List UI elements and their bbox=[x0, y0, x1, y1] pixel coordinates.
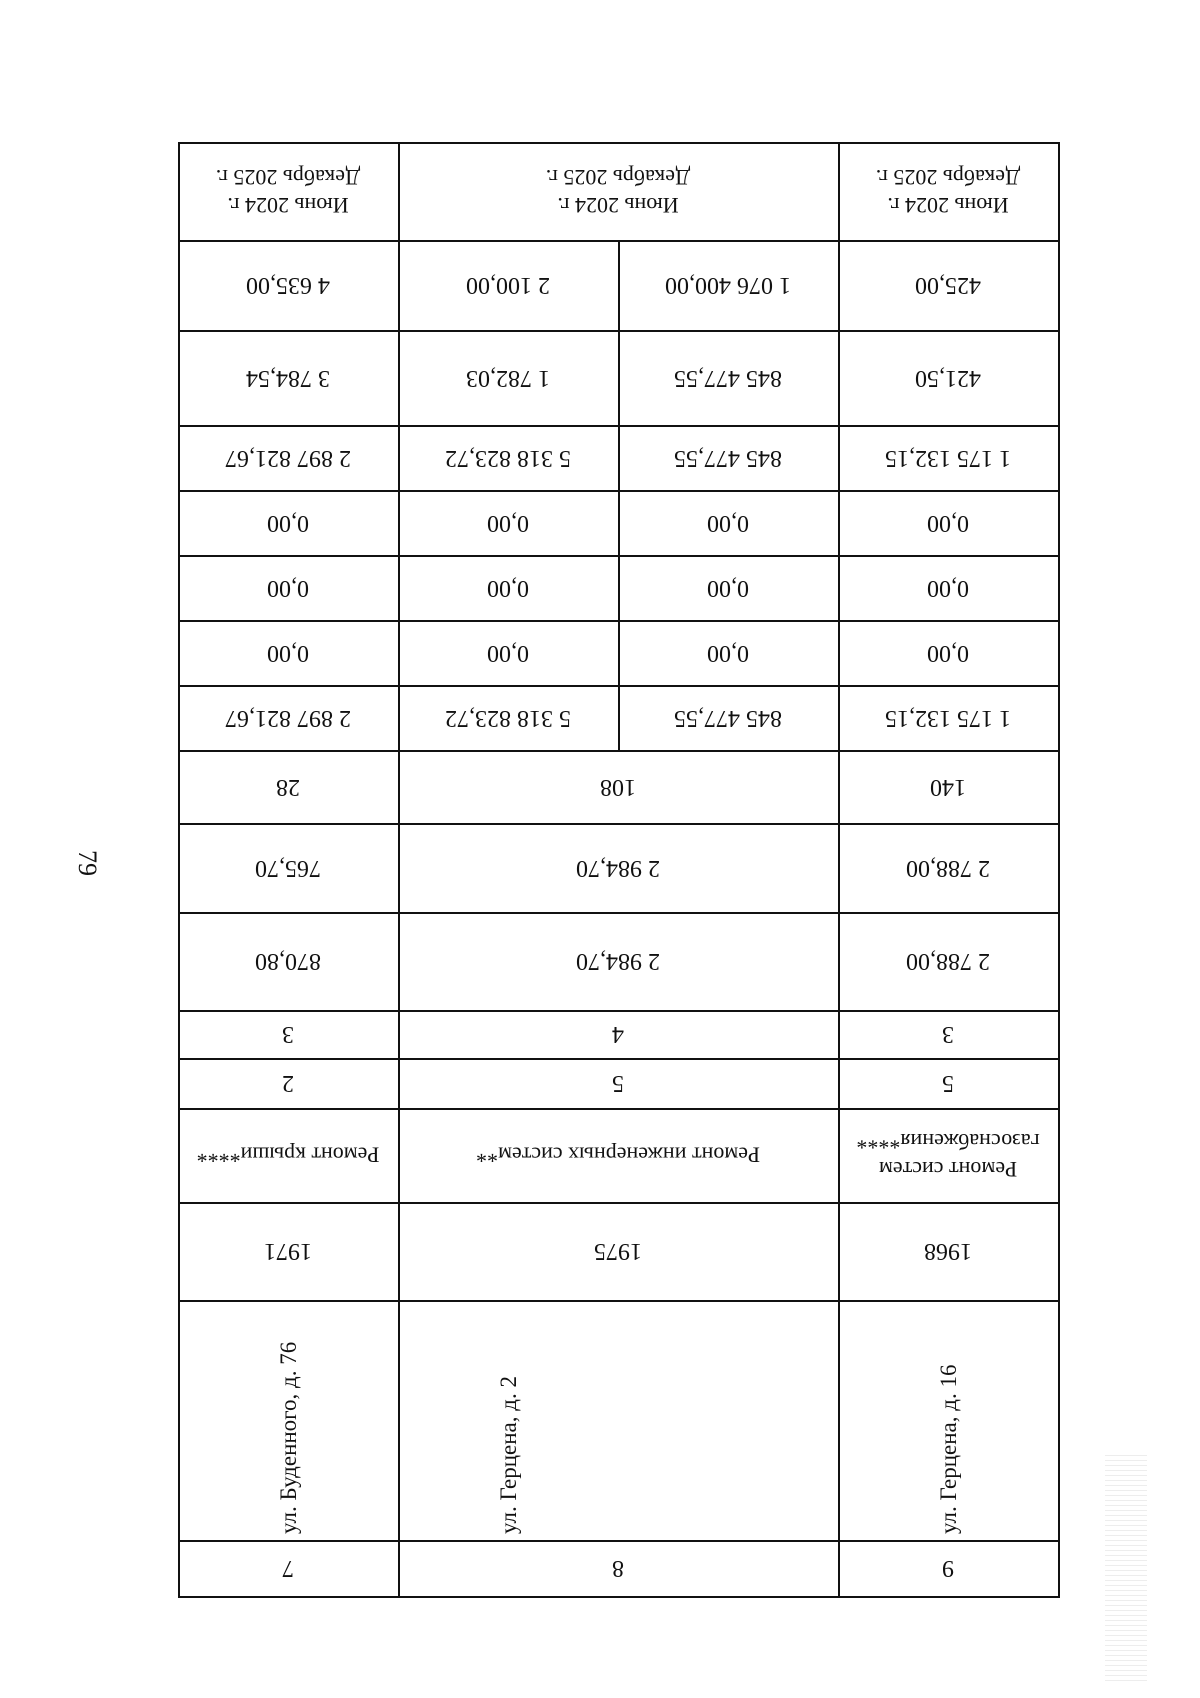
col-8-s6-1-text: 845 477,55 bbox=[674, 364, 782, 391]
col-9-count-text: 140 bbox=[930, 773, 966, 800]
col-7-s7-text: 4 635,00 bbox=[246, 272, 330, 298]
col-7-year-text: 1971 bbox=[264, 1238, 312, 1264]
col-9-s2-text: 0,00 bbox=[927, 509, 969, 536]
row-border-17 bbox=[178, 1596, 1060, 1598]
row-border-15 bbox=[178, 1300, 1060, 1302]
col-8-year bbox=[398, 1202, 838, 1300]
col-7-period-text: Июнь 2024 г. Декабрь 2025 г. bbox=[215, 165, 361, 218]
col-9-s5-text: 1 175 132,15 bbox=[885, 704, 1011, 731]
col-7-address: ул. Буденного, д. 76 bbox=[276, 1341, 301, 1534]
col-7-s4 bbox=[178, 620, 398, 685]
col-8-period-text: Июнь 2024 г. Декабрь 2025 г. bbox=[545, 165, 691, 218]
col-8-s3-0 bbox=[398, 555, 618, 620]
col-8-s6-0 bbox=[398, 330, 618, 425]
col-7-value-5-text: 2 bbox=[282, 1070, 294, 1096]
col-8-s5-1 bbox=[618, 685, 838, 750]
col-7-count bbox=[178, 750, 398, 823]
col-7-s2 bbox=[178, 490, 398, 555]
col-7-count-text: 28 bbox=[276, 773, 300, 800]
col-8-work-type-text: Ремонт инженерных систем** bbox=[476, 1142, 760, 1168]
col-8-s2-1-text: 0,00 bbox=[707, 509, 749, 536]
col-8-value-4 bbox=[398, 1010, 838, 1058]
col-8-address: ул. Герцена, д. 2 bbox=[496, 1376, 521, 1534]
col-7-work-type bbox=[178, 1108, 398, 1202]
col-9-number bbox=[838, 1540, 1058, 1596]
col-9-s5 bbox=[838, 685, 1058, 750]
col-7-year bbox=[178, 1202, 398, 1300]
col-9-value-4 bbox=[838, 1010, 1058, 1058]
col-9-s1 bbox=[838, 425, 1058, 490]
col-8-s7-1 bbox=[618, 240, 838, 330]
col-7-s1 bbox=[178, 425, 398, 490]
col-7-s6-text: 3 784,54 bbox=[246, 364, 330, 391]
col-9-value-4-text: 3 bbox=[942, 1021, 954, 1047]
col-8-s4-1 bbox=[618, 620, 838, 685]
col-9-value-5 bbox=[838, 1058, 1058, 1108]
col-8-period bbox=[398, 142, 838, 240]
col-8-s1-1-text: 845 477,55 bbox=[674, 444, 782, 471]
col-7-s3 bbox=[178, 555, 398, 620]
col-9-area-2-text: 2 788,00 bbox=[906, 854, 990, 881]
col-9-s7-text: 425,00 bbox=[915, 272, 981, 298]
col-8-count bbox=[398, 750, 838, 823]
col-8-area-2-text: 2 984,70 bbox=[576, 854, 660, 881]
col-7-s3-text: 0,00 bbox=[267, 574, 309, 601]
col-8-s4-0 bbox=[398, 620, 618, 685]
col-7-area-1 bbox=[178, 912, 398, 1010]
col-7-s2-text: 0,00 bbox=[267, 509, 309, 536]
col-9-area-2 bbox=[838, 823, 1058, 912]
col-8-s3-1 bbox=[618, 555, 838, 620]
col-9-s4 bbox=[838, 620, 1058, 685]
col-9-area-1 bbox=[838, 912, 1058, 1010]
col-8-s7-1-text: 1 076 400,00 bbox=[665, 272, 791, 298]
col-8-s5-0-text: 5 318 823,72 bbox=[445, 704, 571, 731]
col-8-s1-0 bbox=[398, 425, 618, 490]
col-9-number-text: 9 bbox=[942, 1555, 954, 1581]
col-7-s4-text: 0,00 bbox=[267, 639, 309, 666]
col-9-s4-text: 0,00 bbox=[927, 639, 969, 666]
scan-noise bbox=[1105, 1455, 1147, 1685]
col-9-period-text: Июнь 2024 г. Декабрь 2025 г. bbox=[875, 165, 1021, 218]
col-8-s7-0-text: 2 100,00 bbox=[466, 272, 550, 298]
col-9-s7 bbox=[838, 240, 1058, 330]
page-number: 79 bbox=[73, 850, 102, 876]
col-8-area-2 bbox=[398, 823, 838, 912]
col-7-s6 bbox=[178, 330, 398, 425]
col-8-s4-1-text: 0,00 bbox=[707, 639, 749, 666]
col-border-3 bbox=[1058, 142, 1060, 1598]
col-9-area-1-text: 2 788,00 bbox=[906, 948, 990, 974]
col-8-count-text: 108 bbox=[600, 773, 636, 800]
col-8-s3-0-text: 0,00 bbox=[487, 574, 529, 601]
col-7-s5 bbox=[178, 685, 398, 750]
col-8-s5-0 bbox=[398, 685, 618, 750]
col-7-s7 bbox=[178, 240, 398, 330]
col-9-work-type-text: Ремонт систем газоснабжения**** bbox=[856, 1129, 1040, 1182]
col-8-s5-1-text: 845 477,55 bbox=[674, 704, 782, 731]
col-9-count bbox=[838, 750, 1058, 823]
col-9-s6-text: 421,50 bbox=[915, 364, 981, 391]
col-8-s1-1 bbox=[618, 425, 838, 490]
col-9-work-type bbox=[838, 1108, 1058, 1202]
col-7-value-5 bbox=[178, 1058, 398, 1108]
col-8-s4-0-text: 0,00 bbox=[487, 639, 529, 666]
col-8-s2-1 bbox=[618, 490, 838, 555]
col-8-number bbox=[398, 1540, 838, 1596]
col-8-value-4-text: 4 bbox=[612, 1021, 624, 1047]
col-7-s1-text: 2 897 821,67 bbox=[225, 444, 351, 471]
col-7-number-text: 7 bbox=[282, 1555, 294, 1581]
col-9-s6 bbox=[838, 330, 1058, 425]
col-8-number-text: 8 bbox=[612, 1555, 624, 1581]
col-7-area-2-text: 765,70 bbox=[255, 854, 321, 881]
col-9-value-5-text: 5 bbox=[942, 1070, 954, 1096]
col-8-year-text: 1975 bbox=[594, 1238, 642, 1264]
col-7-number bbox=[178, 1540, 398, 1596]
col-8-value-5-text: 5 bbox=[612, 1070, 624, 1096]
col-7-area-1-text: 870,80 bbox=[255, 948, 321, 974]
col-7-area-2 bbox=[178, 823, 398, 912]
col-9-s3-text: 0,00 bbox=[927, 574, 969, 601]
col-9-year-text: 1968 bbox=[924, 1238, 972, 1264]
col-8-value-5 bbox=[398, 1058, 838, 1108]
col-9-year bbox=[838, 1202, 1058, 1300]
col-8-s7-0 bbox=[398, 240, 618, 330]
col-7-s5-text: 2 897 821,67 bbox=[225, 704, 351, 731]
col-8-s6-1 bbox=[618, 330, 838, 425]
col-8-area-1-text: 2 984,70 bbox=[576, 948, 660, 974]
col-9-s1-text: 1 175 132,15 bbox=[885, 444, 1011, 471]
col-8-s3-1-text: 0,00 bbox=[707, 574, 749, 601]
col-8-s1-0-text: 5 318 823,72 bbox=[445, 444, 571, 471]
col-9-period bbox=[838, 142, 1058, 240]
col-7-value-4 bbox=[178, 1010, 398, 1058]
col-9-address: ул. Герцена, д. 16 bbox=[936, 1364, 961, 1534]
col-7-value-4-text: 3 bbox=[282, 1021, 294, 1047]
col-8-s2-0 bbox=[398, 490, 618, 555]
col-8-area-1 bbox=[398, 912, 838, 1010]
col-9-s3 bbox=[838, 555, 1058, 620]
col-8-work-type bbox=[398, 1108, 838, 1202]
col-8-s6-0-text: 1 782,03 bbox=[466, 364, 550, 391]
col-7-period bbox=[178, 142, 398, 240]
col-9-s2 bbox=[838, 490, 1058, 555]
col-7-work-type-text: Ремонт крыши**** bbox=[196, 1142, 380, 1168]
col-8-s2-0-text: 0,00 bbox=[487, 509, 529, 536]
